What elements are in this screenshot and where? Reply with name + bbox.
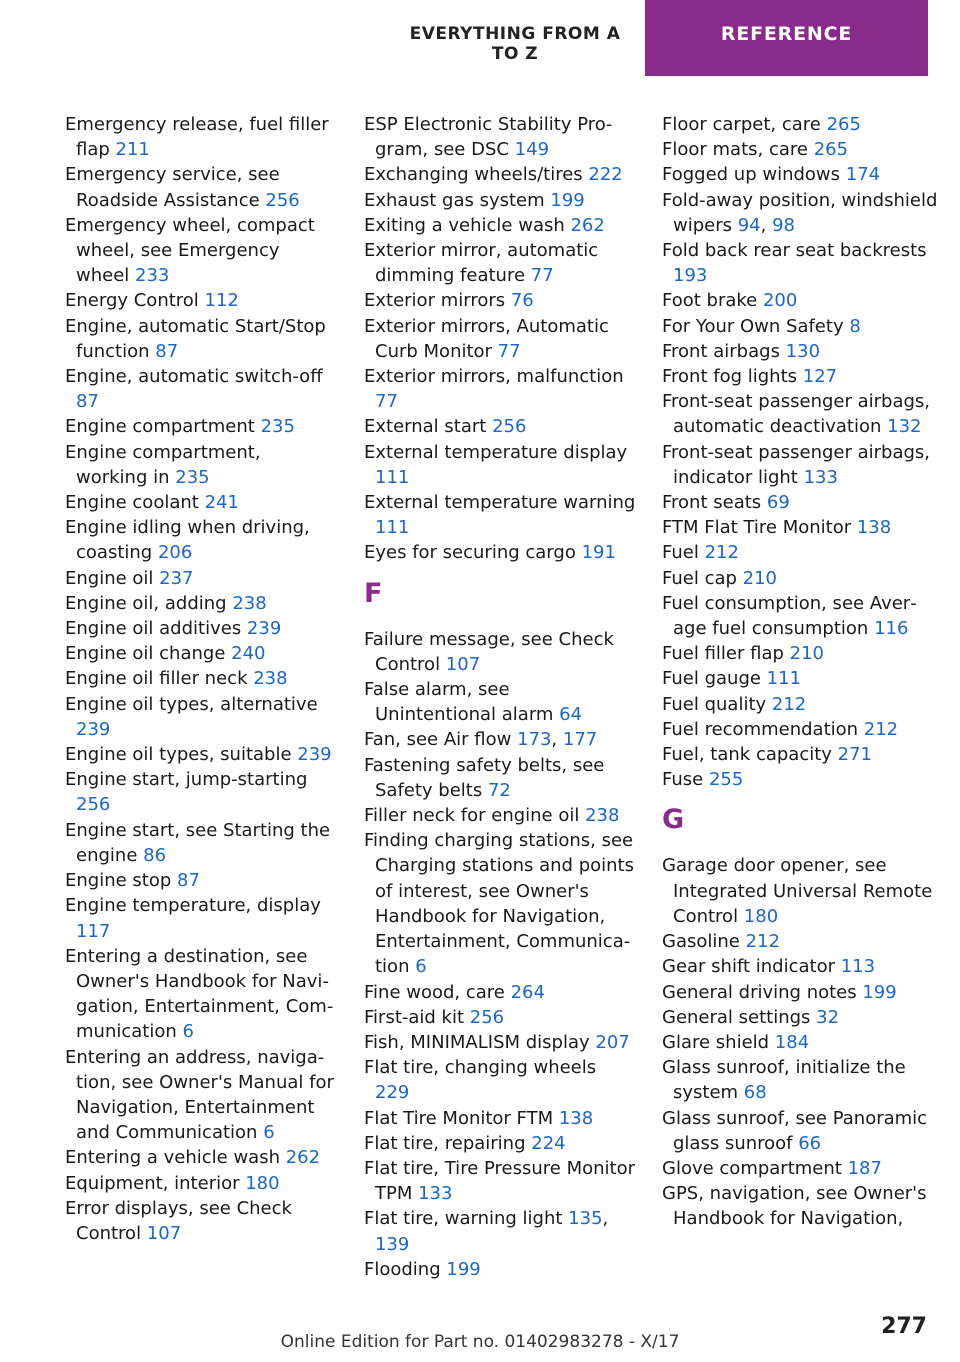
page-link[interactable]: 76 xyxy=(510,290,534,312)
page-link[interactable]: 241 xyxy=(204,492,239,514)
page-link[interactable]: 94 xyxy=(737,214,761,236)
index-entry-text: Engine oil additives xyxy=(65,618,247,640)
index-entry-text: Finding charging stations, see Charging stations and points of interest, see Owner's Handbook for Navigation, Entertainment, Communication xyxy=(364,830,634,978)
page-link[interactable]: 235 xyxy=(260,416,295,438)
index-entry-text: Engine oil types, alternative xyxy=(65,693,318,715)
index-entry xyxy=(65,314,337,364)
index-entry xyxy=(65,893,337,943)
page-link[interactable]: 238 xyxy=(232,592,267,614)
index-entry-text: For Your Own Safety xyxy=(662,315,850,337)
index-entry-text: Error displays, see Check Control xyxy=(65,1197,292,1244)
index-column-3 xyxy=(662,112,938,1232)
index-entry-text: Front-seat passenger airbags, indicator light xyxy=(662,441,931,488)
index-entry xyxy=(662,692,938,717)
footer-text: Online Edition for Part no. 01402983278 - X/17 xyxy=(280,1332,680,1352)
page-link[interactable]: 87 xyxy=(76,391,99,413)
index-entry xyxy=(662,853,938,929)
page-link[interactable]: 180 xyxy=(743,905,779,927)
index-entry xyxy=(65,818,337,868)
index-entry: Flat tire, warning light 135, 139 xyxy=(364,1208,609,1255)
index-entry xyxy=(65,440,337,490)
page-link[interactable]: 264 xyxy=(510,981,545,1003)
page-link[interactable]: 149 xyxy=(514,139,550,161)
index-entry-text: Floor carpet, care xyxy=(662,114,827,135)
page-link[interactable]: 237 xyxy=(159,567,194,589)
index-entry-text: Emergency service, see Roadside Assistance xyxy=(65,164,280,211)
index-entry-text: Engine oil, adding xyxy=(65,592,233,614)
index-entry xyxy=(662,980,938,1005)
index-entry xyxy=(662,288,938,313)
index-entry xyxy=(364,828,636,979)
page-link[interactable]: 262 xyxy=(285,1147,321,1169)
index-entry xyxy=(662,364,938,389)
index-entry xyxy=(662,238,938,288)
index-entry-text: Exterior mirror, automatic dimming feature xyxy=(364,240,599,287)
page-link[interactable]: 133 xyxy=(803,466,838,488)
page-link[interactable]: 174 xyxy=(845,164,881,186)
page-link[interactable]: 8 xyxy=(849,315,861,337)
page-link[interactable]: 116 xyxy=(874,618,909,640)
index-entry-text: Filler neck for engine oil xyxy=(364,805,586,827)
index-entry-text: Engine, automatic switch-off xyxy=(65,366,323,388)
index-entry-text: External start xyxy=(364,416,493,438)
index-entry-text: Fuel, tank capacity xyxy=(662,744,838,766)
page-link[interactable]: 229 xyxy=(375,1082,410,1104)
index-entry xyxy=(364,1106,636,1131)
index-entry-text: Entering a vehicle wash xyxy=(65,1147,286,1169)
index-entry xyxy=(364,1030,636,1055)
page-link[interactable]: 207 xyxy=(595,1031,630,1053)
index-entry-text: Fuel cap xyxy=(662,567,743,589)
page-link[interactable]: 86 xyxy=(143,844,167,866)
page-link[interactable]: 69 xyxy=(766,492,790,514)
index-entry-text: Engine oil xyxy=(65,567,160,589)
index-entry xyxy=(364,1257,636,1282)
page-number: 277 xyxy=(881,1314,927,1339)
page-link[interactable]: 138 xyxy=(856,517,892,539)
index-entry xyxy=(662,137,938,162)
index-entry: Fan, see Air flow 173, 177 xyxy=(364,729,598,751)
index-entry-text: Eyes for securing cargo xyxy=(364,542,582,564)
index-entry xyxy=(65,692,337,742)
index-entry-text: Exterior mirrors, malfunction xyxy=(364,366,624,388)
index-entry-text: General settings xyxy=(662,1006,817,1028)
page-link[interactable]: 132 xyxy=(887,416,922,438)
index-entry-text: Glove compartment xyxy=(662,1157,848,1179)
index-entry xyxy=(662,1055,938,1105)
page-link[interactable]: 32 xyxy=(816,1006,840,1028)
index-column-2 xyxy=(364,112,636,1282)
section-tab-reference[interactable]: REFERENCE xyxy=(645,0,928,76)
index-entry-text: Floor mats, care xyxy=(662,139,814,161)
index-entry xyxy=(364,540,636,565)
page-link[interactable]: 111 xyxy=(375,517,410,539)
page-link[interactable]: 180 xyxy=(245,1172,280,1194)
page-link[interactable]: 193 xyxy=(673,265,708,287)
index-entry xyxy=(364,364,636,414)
page-link[interactable]: 265 xyxy=(826,114,861,135)
index-entry xyxy=(364,238,636,288)
index-entry xyxy=(662,591,938,641)
index-entry xyxy=(65,616,337,641)
index-entry-text: Front fog lights xyxy=(662,366,803,388)
index-entry xyxy=(662,440,938,490)
index-entry xyxy=(364,188,636,213)
index-entry-text: Fuel consumption, see Average fuel consumption xyxy=(662,592,917,640)
index-entry xyxy=(65,868,337,893)
index-entry xyxy=(364,753,636,803)
index-entry-text: Fold back rear seat backrests xyxy=(662,240,927,262)
page-link[interactable]: 240 xyxy=(231,643,266,665)
index-entry xyxy=(65,742,337,767)
page-link[interactable]: 130 xyxy=(785,340,821,362)
page-link[interactable]: 6 xyxy=(263,1122,275,1144)
section-title: EVERYTHING FROM A TO Z xyxy=(409,24,621,64)
index-entry xyxy=(65,1045,337,1146)
index-entry xyxy=(65,515,337,565)
index-entry xyxy=(65,213,337,289)
page-link[interactable]: 112 xyxy=(204,290,239,312)
index-entry xyxy=(662,162,938,187)
index-entry-text: Engine oil change xyxy=(65,643,232,665)
page-link[interactable]: 212 xyxy=(745,931,780,953)
index-entry-text: Gasoline xyxy=(662,931,746,953)
index-entry-text: Flat tire, changing wheels xyxy=(364,1057,597,1079)
page-link[interactable]: 222 xyxy=(588,164,623,186)
index-entry-text: Exterior mirrors xyxy=(364,290,511,312)
index-entry-text: Fuel xyxy=(662,542,705,564)
page-link[interactable]: 239 xyxy=(246,618,282,640)
index-entry-text: Failure message, see Check Control xyxy=(364,628,614,675)
page-link[interactable]: 239 xyxy=(76,718,111,740)
page-link[interactable]: 238 xyxy=(585,805,620,827)
index-entry xyxy=(662,954,938,979)
index-entry xyxy=(65,112,337,162)
index-entry-text: Flat Tire Monitor FTM xyxy=(364,1107,559,1129)
index-entry-text: Front-seat passenger airbags, automatic deactivation xyxy=(662,391,931,438)
index-entry xyxy=(662,742,938,767)
index-entry-text: Fold-away position, windshield wipers xyxy=(662,189,938,236)
page-link[interactable]: 255 xyxy=(708,769,744,791)
page-link[interactable]: 113 xyxy=(840,956,876,978)
index-entry-text: Equipment, interior xyxy=(65,1172,246,1194)
page-link[interactable]: 239 xyxy=(297,744,332,766)
page-link[interactable]: 233 xyxy=(135,265,170,287)
index-entry-text: Fastening safety belts, see Safety belts xyxy=(364,754,605,801)
index-entry-text: Fogged up windows xyxy=(662,164,846,186)
index-entry-text: Energy Control xyxy=(65,290,205,312)
page-link[interactable]: 265 xyxy=(813,139,849,161)
index-entry xyxy=(364,1005,636,1030)
index-entry-text: Fuel recommendation xyxy=(662,718,864,740)
page-link[interactable]: 77 xyxy=(375,391,398,413)
page-link[interactable]: 191 xyxy=(581,542,616,564)
index-entry-text: False alarm, see Unintentional alarm xyxy=(364,679,560,726)
index-entry-text: Fuse xyxy=(662,769,709,791)
index-entry-text: Engine start, jump-starting xyxy=(65,769,308,791)
index-entry xyxy=(364,1131,636,1156)
index-entry xyxy=(662,112,938,137)
index-entry-text: Engine coolant xyxy=(65,492,205,514)
index-entry xyxy=(65,1171,337,1196)
index-entry-text: Engine compartment, working in xyxy=(65,441,261,488)
index-entry xyxy=(662,339,938,364)
index-entry xyxy=(364,627,636,677)
index-entry xyxy=(364,288,636,313)
index-entry xyxy=(65,364,337,414)
index-entry-text: External temperature display xyxy=(364,441,628,463)
letter-heading: G xyxy=(662,804,685,836)
index-entry xyxy=(65,1196,337,1246)
index-entry xyxy=(364,803,636,828)
index-entry-text: Flat tire, Tire Pressure Monitor TPM xyxy=(364,1157,635,1205)
index-entry-text: Engine temperature, display xyxy=(65,895,321,917)
index-entry-text: Foot brake xyxy=(662,290,763,312)
page-link[interactable]: 68 xyxy=(743,1082,767,1104)
index-entry xyxy=(65,944,337,1045)
index-entry-text: First-aid kit xyxy=(364,1006,470,1028)
page-link[interactable]: 133 xyxy=(418,1183,453,1205)
index-entry-text: Fuel quality xyxy=(662,693,772,715)
index-entry-text: FTM Flat Tire Monitor xyxy=(662,517,857,539)
page-link[interactable]: 256 xyxy=(265,189,300,211)
index-entry xyxy=(364,314,636,364)
index-entry xyxy=(65,666,337,691)
index-entry-text: Fish, MINIMALISM display xyxy=(364,1031,596,1053)
index-entry-text: External temperature warning xyxy=(364,492,636,514)
index-entry xyxy=(662,929,938,954)
index-entry-text: Flat tire, warning light xyxy=(364,1208,569,1230)
page-link[interactable]: 224 xyxy=(531,1132,566,1154)
index-entry-text: Glass sunroof, initialize the system xyxy=(662,1057,906,1104)
index-entry-text: Exhaust gas system xyxy=(364,189,551,211)
page-link[interactable]: 127 xyxy=(802,366,838,388)
index-entry-text: Front seats xyxy=(662,492,767,514)
page-link[interactable]: 206 xyxy=(157,542,193,564)
index-entry xyxy=(364,414,636,439)
page-link[interactable]: 173 xyxy=(517,729,552,751)
index-entry xyxy=(65,162,337,212)
index-entry xyxy=(65,414,337,439)
index-entry xyxy=(662,717,938,742)
index-entry-text: Engine start, see Starting the engine xyxy=(65,819,331,866)
page-link[interactable]: 87 xyxy=(177,870,200,892)
page-link[interactable]: 187 xyxy=(847,1157,882,1179)
index-entry xyxy=(364,112,636,162)
index-entry-text: Glass sunroof, see Panoramic glass sunroof xyxy=(662,1107,928,1154)
page-link[interactable]: 212 xyxy=(771,693,807,715)
page-link[interactable]: 262 xyxy=(570,214,605,236)
index-entry-text: Fuel filler flap xyxy=(662,643,790,665)
page-link[interactable]: 256 xyxy=(469,1006,505,1028)
index-entry xyxy=(662,1005,938,1030)
index-entry-text: Fan, see Air flow xyxy=(364,729,518,751)
index-entry xyxy=(65,641,337,666)
page-link[interactable]: 107 xyxy=(445,653,481,675)
page-link[interactable]: 139 xyxy=(375,1233,410,1255)
page-link[interactable]: 210 xyxy=(789,643,824,665)
page-link[interactable]: 66 xyxy=(798,1132,822,1154)
index-entry-text: Engine, automatic Start/Stop function xyxy=(65,315,326,362)
index-entry-text: Engine oil filler neck xyxy=(65,668,254,690)
page-link[interactable]: 6 xyxy=(182,1021,194,1043)
index-entry xyxy=(662,490,938,515)
page-link[interactable]: 107 xyxy=(146,1222,182,1244)
letter-heading: F xyxy=(364,577,383,609)
page-link[interactable]: 117 xyxy=(76,920,111,942)
index-entry xyxy=(662,1030,938,1055)
index-entry xyxy=(65,1145,337,1170)
index-entry xyxy=(65,767,337,817)
index-entry-text: Engine oil types, suitable xyxy=(65,744,298,766)
index-entry xyxy=(364,980,636,1005)
index-entry-text: Entering a destination, see Owner's Handbook for Navigation, Entertainment, Communication xyxy=(65,945,334,1043)
index-entry-text: Emergency wheel, compact wheel, see Emergency wheel xyxy=(65,214,315,287)
index-entry-text: Flat tire, repairing xyxy=(364,1132,532,1154)
page-link[interactable]: 199 xyxy=(550,189,585,211)
page-link[interactable]: 135 xyxy=(568,1208,603,1230)
index-entry xyxy=(65,591,337,616)
page-link[interactable]: 64 xyxy=(559,704,583,726)
index-entry xyxy=(662,1181,938,1231)
index-entry-text: Exchanging wheels/tires xyxy=(364,164,589,186)
page-link[interactable]: 211 xyxy=(115,139,150,161)
page-link[interactable]: 72 xyxy=(487,779,511,801)
page-link[interactable]: 138 xyxy=(558,1107,594,1129)
index-entry xyxy=(364,213,636,238)
index-entry-text: Engine idling when driving, coasting xyxy=(65,517,310,564)
index-entry xyxy=(662,1106,938,1156)
index-entry xyxy=(364,162,636,187)
index-entry-text: Glare shield xyxy=(662,1031,775,1053)
page-link[interactable]: 212 xyxy=(863,718,899,740)
index-entry-text: Engine compartment xyxy=(65,416,261,438)
page-link[interactable]: 6 xyxy=(415,956,427,978)
index-entry xyxy=(364,677,636,727)
index-entry-text: Fuel gauge xyxy=(662,668,767,690)
page-link[interactable]: 177 xyxy=(562,729,598,751)
page-link[interactable]: 256 xyxy=(76,794,111,816)
index-entry xyxy=(364,440,636,490)
index-entry xyxy=(65,566,337,591)
index-entry xyxy=(662,314,938,339)
page-link[interactable]: 184 xyxy=(774,1031,810,1053)
page-link[interactable]: 256 xyxy=(492,416,527,438)
index-entry-text: Garage door opener, see Integrated Universal Remote Control xyxy=(662,855,933,927)
page-link[interactable]: 98 xyxy=(772,214,795,236)
index-entry-text: ESP Electronic Stability Program, see DSC xyxy=(364,114,613,161)
index-entry-text: Flooding xyxy=(364,1258,447,1280)
index-entry xyxy=(662,641,938,666)
page-link[interactable]: 111 xyxy=(375,466,410,488)
index-column-1 xyxy=(65,112,337,1246)
index-entry xyxy=(364,1055,636,1105)
page-link[interactable]: 87 xyxy=(155,340,179,362)
index-entry: Fold-away position, windshield wipers 94, 98 xyxy=(662,189,938,236)
page-link[interactable]: 271 xyxy=(837,744,873,766)
page-link[interactable]: 199 xyxy=(446,1258,481,1280)
index-entry-text: Emergency release, fuel filler flap xyxy=(65,114,329,161)
index-entry xyxy=(65,490,337,515)
index-entry xyxy=(662,389,938,439)
page-link[interactable]: 238 xyxy=(253,668,288,690)
index-entry xyxy=(364,1156,636,1206)
index-entry xyxy=(662,1156,938,1181)
index-entry-text: Exterior mirrors, Automatic Curb Monitor xyxy=(364,315,609,362)
index-entry-text: GPS, navigation, see Owner's Handbook for Navigation, xyxy=(662,1183,927,1230)
page-link[interactable]: 199 xyxy=(862,981,897,1003)
index-entry-text: Front airbags xyxy=(662,340,786,362)
index-entry-text: Exiting a vehicle wash xyxy=(364,214,571,236)
index-entry xyxy=(364,490,636,540)
page-link[interactable]: 77 xyxy=(497,340,521,362)
index-entry xyxy=(662,666,938,691)
page-link[interactable]: 200 xyxy=(762,290,798,312)
index-entry-text: Fine wood, care xyxy=(364,981,511,1003)
index-entry xyxy=(662,540,938,565)
page-link[interactable]: 235 xyxy=(175,466,210,488)
index-entry xyxy=(662,767,938,792)
page-link[interactable]: 77 xyxy=(530,265,554,287)
index-entry-text: Gear shift indicator xyxy=(662,956,841,978)
index-entry xyxy=(662,515,938,540)
page-link[interactable]: 212 xyxy=(704,542,739,564)
index-entry-text: Engine stop xyxy=(65,870,178,892)
page-link[interactable]: 111 xyxy=(766,668,802,690)
page-link[interactable]: 210 xyxy=(742,567,778,589)
index-entry xyxy=(662,566,938,591)
index-entry xyxy=(65,288,337,313)
index-entry-text: Entering an address, navigation, see Owner's Manual for Navigation, Entertainment and Communication xyxy=(65,1046,334,1144)
index-entry-text: General driving notes xyxy=(662,981,863,1003)
